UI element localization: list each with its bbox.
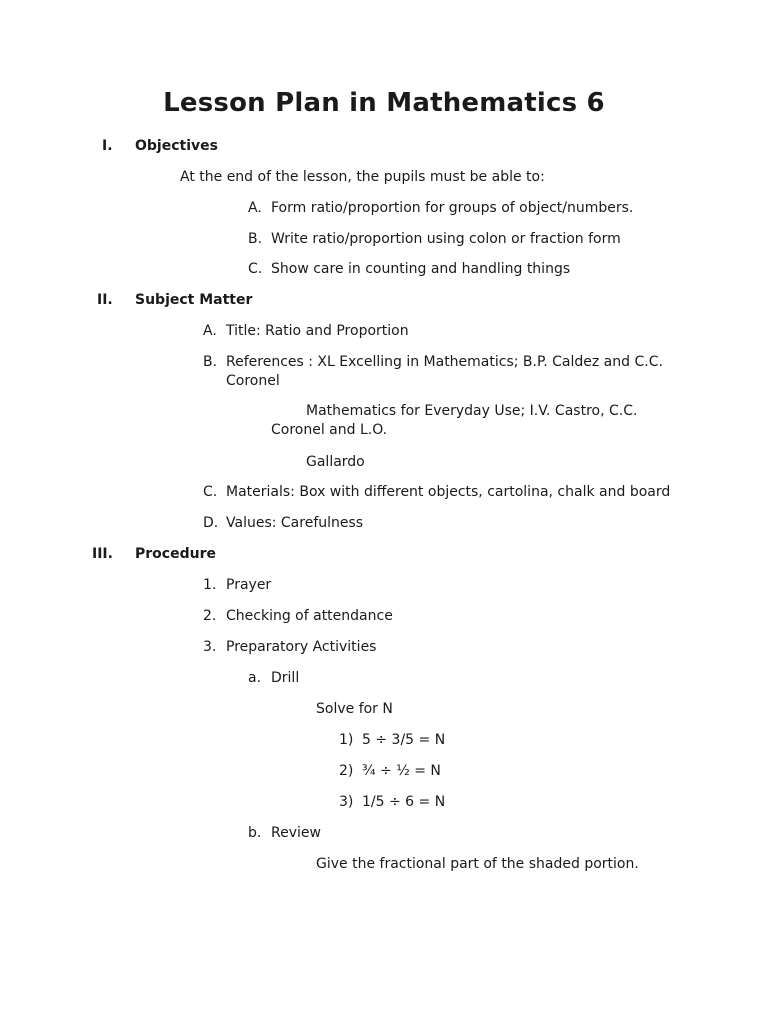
section-numeral-1: I.: [102, 138, 113, 154]
problem-marker: 2): [339, 763, 354, 779]
list-marker: C.: [248, 261, 263, 277]
list-item: Prayer: [226, 577, 272, 593]
list-marker: D.: [203, 515, 219, 531]
review-instruction: Give the fractional part of the shaded portion.: [316, 856, 639, 872]
list-marker: B.: [203, 354, 218, 370]
drill-instruction: Solve for N: [316, 701, 393, 717]
section-heading-subject-matter: Subject Matter: [135, 292, 253, 308]
list-marker: 2.: [203, 608, 217, 624]
sub-list-item: Drill: [271, 670, 300, 686]
document-title: Lesson Plan in Mathematics 6: [163, 88, 605, 118]
list-item: Show care in counting and handling things: [271, 261, 571, 277]
list-marker: A.: [203, 323, 217, 339]
reference-line: Coronel and L.O.: [271, 422, 388, 438]
list-item: Preparatory Activities: [226, 639, 377, 655]
list-item-continuation: Coronel: [226, 373, 280, 389]
problem-marker: 1): [339, 732, 354, 748]
list-marker: C.: [203, 484, 218, 500]
list-marker: A.: [248, 200, 262, 216]
list-marker: 1.: [203, 577, 217, 593]
reference-line: Mathematics for Everyday Use; I.V. Castro, C.C.: [306, 403, 638, 419]
list-item: Form ratio/proportion for groups of object/numbers.: [271, 200, 634, 216]
problem-item: 1/5 ÷ 6 = N: [362, 794, 446, 810]
list-marker: 3.: [203, 639, 217, 655]
sub-list-marker: b.: [248, 825, 262, 841]
section-heading-procedure: Procedure: [135, 546, 216, 562]
list-item: References : XL Excelling in Mathematics; B.P. Caldez and C.C.: [226, 354, 663, 370]
list-item: Write ratio/proportion using colon or fraction form: [271, 231, 621, 247]
problem-item: ¾ ÷ ½ = N: [362, 763, 441, 779]
objectives-intro: At the end of the lesson, the pupils must be able to:: [180, 169, 545, 185]
problem-item: 5 ÷ 3/5 = N: [362, 732, 446, 748]
section-numeral-2: II.: [97, 292, 113, 308]
list-marker: B.: [248, 231, 263, 247]
sub-list-marker: a.: [248, 670, 262, 686]
section-numeral-3: III.: [92, 546, 113, 562]
reference-line: Gallardo: [306, 454, 365, 470]
list-item: Materials: Box with different objects, cartolina, chalk and board: [226, 484, 671, 500]
problem-marker: 3): [339, 794, 354, 810]
sub-list-item: Review: [271, 825, 321, 841]
list-item: Values: Carefulness: [226, 515, 364, 531]
list-item: Checking of attendance: [226, 608, 393, 624]
list-item: Title: Ratio and Proportion: [226, 323, 409, 339]
section-heading-objectives: Objectives: [135, 138, 218, 154]
